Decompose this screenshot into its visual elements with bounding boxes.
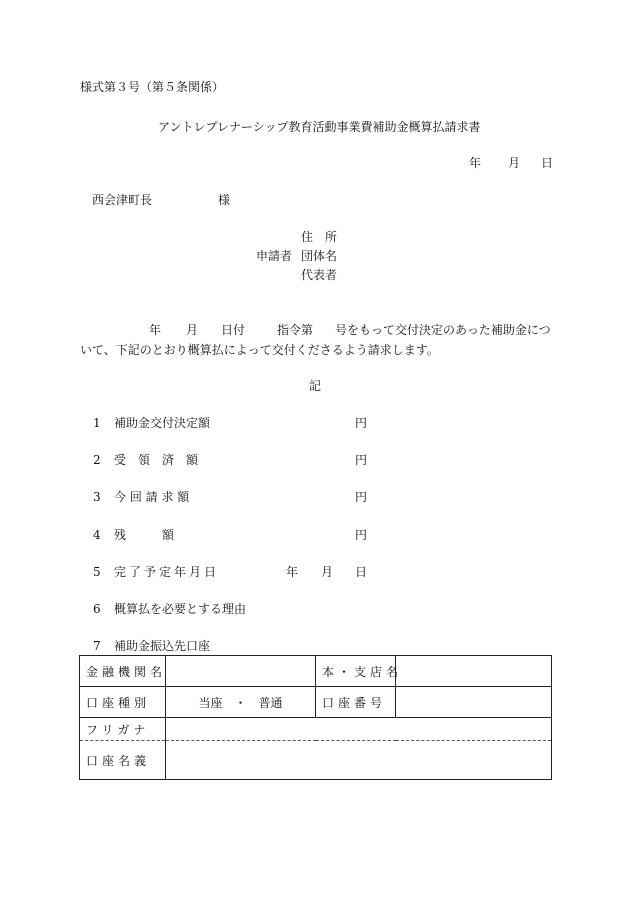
- table-row: [80, 718, 552, 741]
- item-number: 3: [93, 490, 101, 504]
- item-label: 補助金振込先口座: [114, 639, 211, 653]
- addressee-honorific: 様: [218, 193, 231, 207]
- date-day: 日: [541, 156, 554, 170]
- item-label: 補助金交付決定額: [114, 416, 211, 430]
- item-number: 2: [93, 453, 101, 467]
- item-label: 概算払を必要とする理由: [114, 602, 247, 616]
- table-row: [80, 656, 552, 687]
- item-number: 6: [93, 602, 101, 616]
- item-year: 年: [286, 565, 299, 579]
- bank-name-label: 金融機関名: [80, 656, 166, 687]
- ki-heading: 記: [309, 379, 322, 393]
- item-day: 日: [355, 565, 368, 579]
- applicant-rep-label: 代表者: [301, 268, 338, 282]
- body-directive: 指令第: [277, 323, 314, 337]
- item-label: 残 額: [114, 528, 175, 542]
- item-unit: 円: [355, 528, 368, 542]
- item-number: 7: [93, 639, 101, 653]
- item-unit: 円: [355, 416, 368, 430]
- body-year: 年: [149, 323, 162, 337]
- date-month: 月: [508, 156, 521, 170]
- item-number: 4: [93, 528, 101, 542]
- date-year: 年: [469, 156, 482, 170]
- account-number-label: 口座番号: [316, 687, 396, 718]
- bank-name-field[interactable]: [166, 656, 316, 687]
- item-label: 完了予定年月日: [114, 565, 220, 579]
- account-number-field[interactable]: [396, 687, 552, 718]
- table-row: [80, 687, 552, 718]
- addressee-name: 西会津町長: [92, 193, 153, 207]
- account-holder-label: 口座名義: [80, 741, 166, 780]
- body-line2: いて、下記のとおり概算払によって交付くださるよう請求します。: [80, 343, 439, 357]
- body-day: 日付: [221, 323, 246, 337]
- form-number: 様式第３号（第５条関係）: [80, 80, 225, 94]
- item-month: 月: [321, 565, 334, 579]
- branch-field[interactable]: [396, 656, 552, 687]
- applicant-address-label: 住 所: [301, 230, 338, 244]
- body-line1-rest: 号をもって交付決定のあった補助金につ: [335, 323, 551, 337]
- bank-account-table: [79, 655, 552, 780]
- item-number: 5: [93, 565, 101, 579]
- item-unit: 円: [355, 453, 368, 467]
- item-label: 今 回 請 求 額: [114, 490, 190, 504]
- item-unit: 円: [355, 490, 368, 504]
- account-type-label: 口座種別: [80, 687, 166, 718]
- account-type-options[interactable]: 当座 ・ 普通: [166, 687, 316, 718]
- account-holder-field[interactable]: [166, 741, 552, 780]
- branch-label: 本・支店名: [316, 656, 396, 687]
- table-row: [80, 741, 552, 780]
- document-title: アントレプレナーシップ教育活動事業費補助金概算払請求書: [158, 120, 481, 134]
- applicant-label: 申請者: [256, 249, 293, 263]
- item-number: 1: [93, 416, 101, 430]
- furigana-field[interactable]: [166, 718, 552, 741]
- body-month: 月: [186, 323, 199, 337]
- item-label: 受 領 済 額: [114, 453, 199, 467]
- applicant-org-label: 団体名: [301, 249, 338, 263]
- furigana-label: フリガナ: [80, 718, 166, 741]
